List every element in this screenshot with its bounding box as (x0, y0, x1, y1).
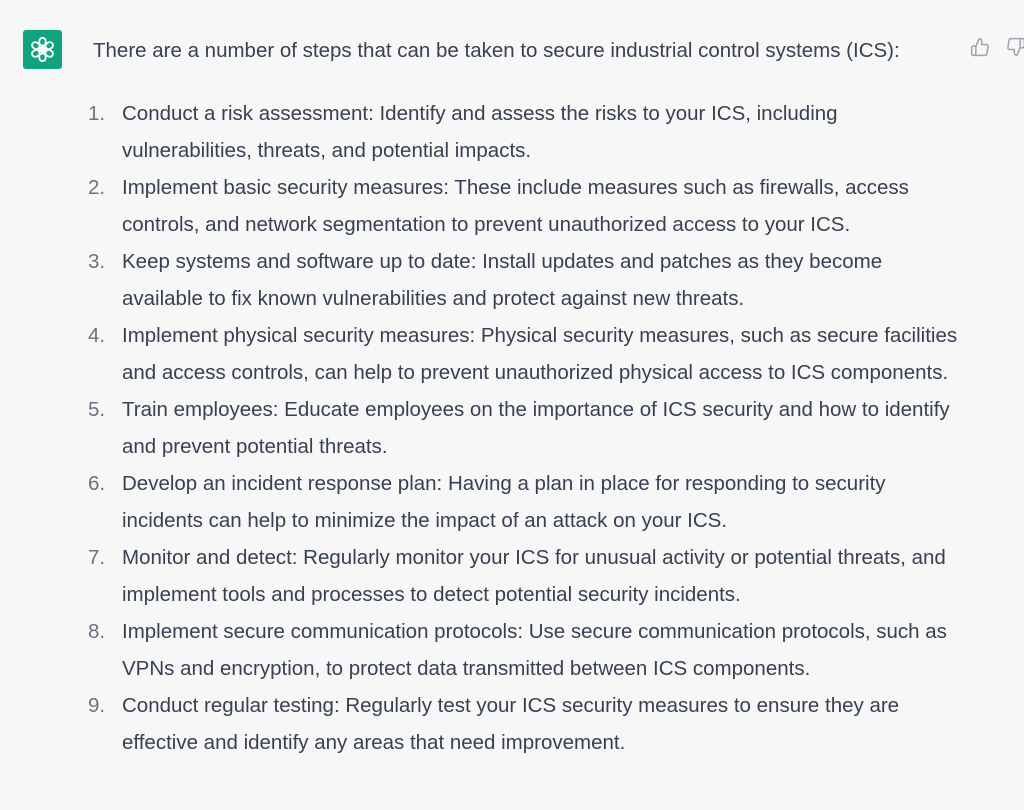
thumbs-up-button[interactable] (968, 35, 992, 59)
step-number: 3. (88, 250, 106, 273)
step-number: 6. (88, 472, 106, 495)
step-text: Keep systems and software up to date: Install updates and patches as they become available to fix known vulnerabilities and protect against new threats. (122, 250, 883, 310)
list-item (0, 95, 962, 169)
step-number: 1. (88, 102, 106, 125)
step-text: Implement secure communication protocols: Use secure communication protocols, such as VPNs and encryption, to protect data transmitted between ICS components. (122, 620, 947, 680)
step-number: 5. (88, 398, 106, 421)
thumbs-down-button[interactable] (1004, 35, 1024, 59)
step-text: Implement basic security measures: These include measures such as firewalls, access controls, and network segmentation to prevent unauthorized access to your ICS. (122, 176, 909, 236)
step-number: 2. (88, 176, 106, 199)
list-item (0, 687, 962, 761)
thumbs-down-icon (1006, 37, 1024, 57)
step-text: Monitor and detect: Regularly monitor your ICS for unusual activity or potential threats, and implement tools and processes to detect potential security incidents. (122, 546, 946, 606)
list-item (0, 539, 962, 613)
step-number: 4. (88, 324, 106, 347)
list-item (0, 613, 962, 687)
step-number: 9. (88, 694, 106, 717)
step-text: Conduct a risk assessment: Identify and assess the risks to your ICS, including vulnerabilities, threats, and potential impacts. (122, 102, 838, 162)
list-item (0, 465, 962, 539)
step-text: Implement physical security measures: Physical security measures, such as secure facilities and access controls, can help to prevent unauthorized physical access to ICS components. (122, 324, 958, 384)
step-number: 8. (88, 620, 106, 643)
step-number: 7. (88, 546, 106, 569)
step-text: Train employees: Educate employees on the importance of ICS security and how to identify and prevent potential threats. (122, 398, 950, 458)
list-item (0, 169, 962, 243)
message-intro: There are a number of steps that can be taken to secure industrial control systems (ICS): (93, 39, 900, 62)
openai-logo-icon (28, 35, 57, 64)
thumbs-up-icon (970, 37, 990, 57)
assistant-avatar (23, 30, 62, 69)
list-item (0, 317, 962, 391)
step-text: Conduct regular testing: Regularly test your ICS security measures to ensure they are effective and identify any areas that need improvement. (122, 694, 900, 754)
list-item (0, 391, 962, 465)
steps-list (0, 95, 1000, 761)
list-item (0, 243, 962, 317)
step-text: Develop an incident response plan: Having a plan in place for responding to security incidents can help to minimize the impact of an attack on your ICS. (122, 472, 886, 532)
